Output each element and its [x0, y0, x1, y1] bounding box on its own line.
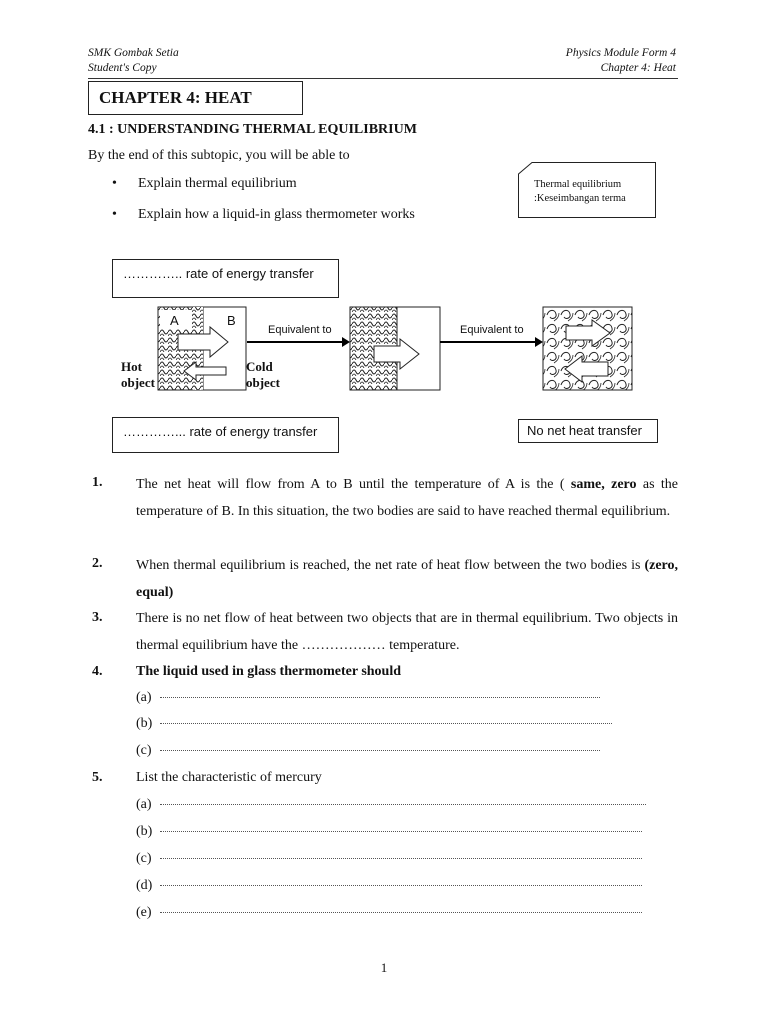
q4-item-a: (a): [136, 690, 152, 705]
bullet-icon: •: [112, 207, 117, 222]
top-rate-box: ………….. rate of energy transfer: [112, 259, 339, 298]
answer-line[interactable]: [160, 912, 642, 913]
equivalent-label-2: Equivalent to: [460, 324, 524, 336]
q2-text: When thermal equilibrium is reached, the net rate of heat flow between the two bodies is (zero, equal): [136, 558, 678, 600]
q3-text: There is no net flow of heat between two objects that are in thermal equilibrium. Two objects in thermal equilibrium have the ……………… temperature.: [136, 611, 678, 653]
q2-number: 2.: [92, 556, 103, 571]
page-number: 1: [380, 960, 388, 975]
q1-text: The net heat will flow from A to B until the temperature of A is the ( same, zero as the temperature of B. In this situation, the two bodies are said to have reached thermal equilibrium.: [136, 477, 679, 519]
answer-line[interactable]: [160, 723, 612, 724]
school-name: SMK Gombak Setia: [88, 47, 179, 59]
q5-item-c: (c): [136, 851, 152, 866]
body-intermediate: [350, 307, 440, 390]
objective-1: • Explain thermal equilibrium: [112, 176, 297, 191]
chapter-title: CHAPTER 4: HEAT: [88, 81, 303, 115]
q5-item-b: (b): [136, 824, 153, 839]
q5-number: 5.: [92, 770, 103, 785]
q5-text: List the characteristic of mercury: [136, 770, 322, 785]
bullet-icon: •: [112, 176, 117, 191]
q4-text: The liquid used in glass thermometer should: [136, 664, 402, 679]
body-equilibrium: [543, 307, 632, 390]
term-english: Thermal equilibrium: [534, 179, 622, 190]
q4-number: 4.: [92, 664, 103, 679]
copy-type: Student's Copy: [88, 62, 157, 74]
objective-2: • Explain how a liquid-in glass thermometer works: [112, 207, 415, 222]
cold-object-label: Cold object: [246, 359, 280, 390]
q5-item-d: (d): [136, 878, 153, 893]
q4-item-b: (b): [136, 716, 153, 731]
label-a: A: [170, 313, 179, 328]
thermal-diagram: [0, 0, 768, 420]
term-malay: :Keseimbangan terma: [534, 193, 626, 204]
q3-number: 3.: [92, 610, 103, 625]
hot-object-label: Hot object: [121, 359, 155, 390]
section-title: 4.1 : UNDERSTANDING THERMAL EQUILIBRIUM: [88, 122, 417, 137]
chapter-name: Chapter 4: Heat: [600, 62, 676, 74]
answer-line[interactable]: [160, 804, 646, 805]
no-net-transfer-box: No net heat transfer: [518, 419, 658, 443]
module-name: Physics Module Form 4: [565, 47, 676, 59]
q1-number: 1.: [92, 475, 103, 490]
arrowhead-1-icon: [342, 337, 350, 347]
intro-text: By the end of this subtopic, you will be able to: [88, 148, 350, 163]
label-b: B: [227, 313, 236, 328]
answer-line[interactable]: [160, 885, 642, 886]
answer-line[interactable]: [160, 831, 642, 832]
answer-line[interactable]: [160, 858, 642, 859]
q4-item-c: (c): [136, 743, 152, 758]
q5-item-a: (a): [136, 797, 152, 812]
answer-line[interactable]: [160, 750, 600, 751]
arrowhead-2-icon: [535, 337, 543, 347]
equivalent-label-1: Equivalent to: [268, 324, 332, 336]
bottom-rate-box: …………... rate of energy transfer: [112, 417, 339, 453]
q5-item-e: (e): [136, 905, 152, 920]
answer-line[interactable]: [160, 697, 600, 698]
